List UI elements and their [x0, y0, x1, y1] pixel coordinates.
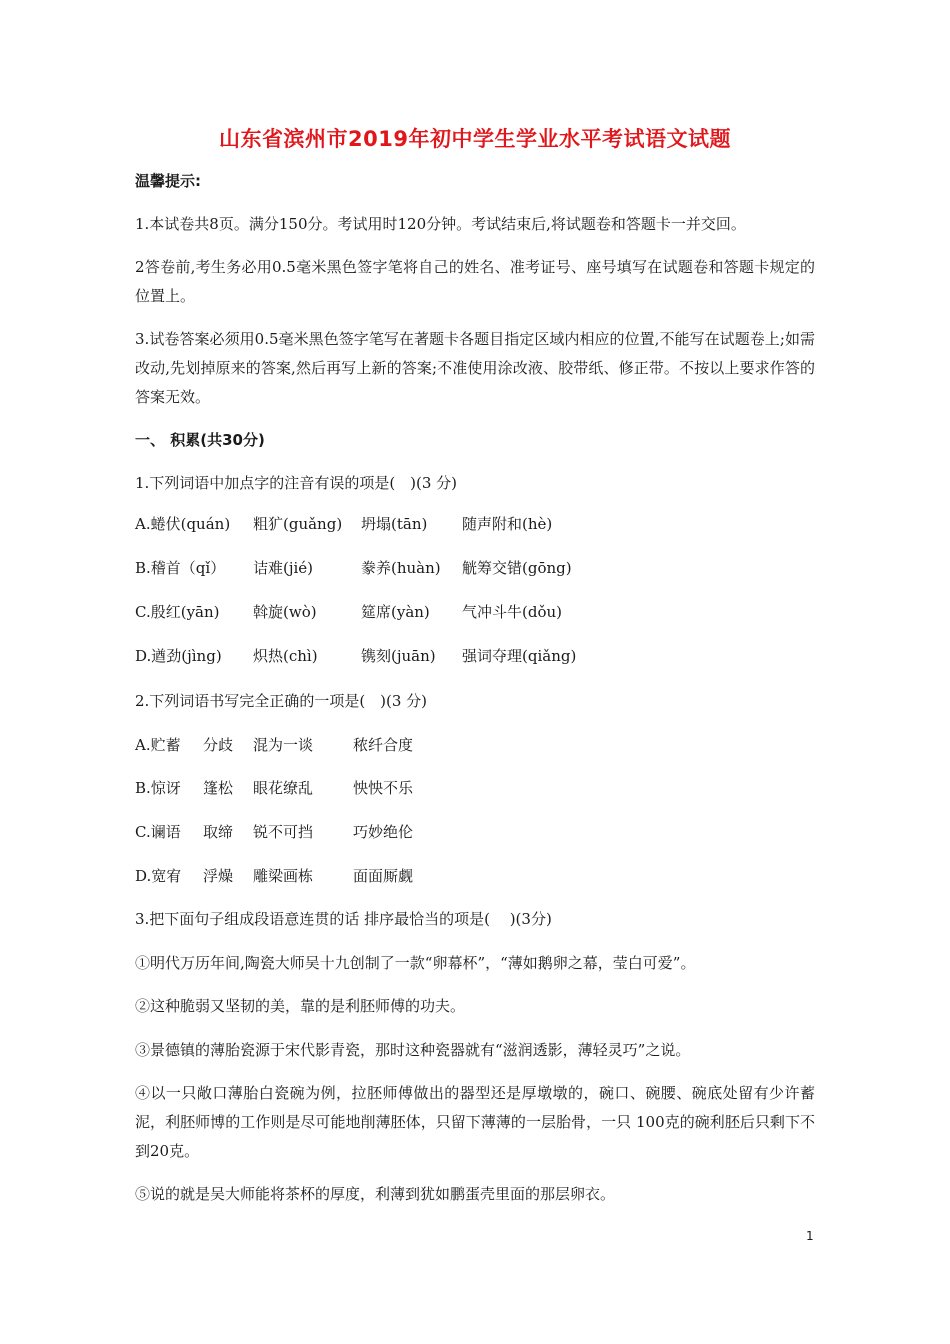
option-cell: A.贮蓄 [135, 736, 181, 754]
option-cell: B.惊讶 [135, 779, 181, 797]
option-cell: 眼花缭乱 [253, 779, 314, 797]
tips-heading: 温馨提示: [135, 172, 201, 190]
option-cell: 强词夺理(qiǎng) [462, 647, 577, 665]
option-cell: 觥筹交错(gōng) [462, 559, 572, 577]
option-cell: 炽热(chì) [253, 647, 318, 665]
option-cell: 豢养(huàn) [361, 559, 441, 577]
option-cell: 怏怏不乐 [353, 779, 414, 797]
option-cell: 坍塌(tān) [361, 515, 428, 533]
tip-1: 1.本试卷共8页。满分150分。考试用时120分钟。考试结束后,将试题卷和答题卡一并交回。 [135, 215, 746, 233]
option-cell: 诘难(jié) [253, 559, 314, 577]
option-cell: 镌刻(juān) [361, 647, 436, 665]
option-cell: D.遒劲(jìng) [135, 647, 222, 665]
question-2-stem: 2.下列词语书写完全正确的一项是( )(3 分) [135, 692, 428, 710]
question-3-stem: 3.把下面句子组成段语意连贯的话 排序最恰当的项是( )(3分) [135, 910, 552, 928]
option-cell: C.殷红(yān) [135, 603, 220, 621]
option-cell: 浮燥 [203, 867, 234, 885]
tip-2: 2答卷前,考生务必用0.5毫米黑色签字笔将自己的姓名、准考证号、座号填写在试题卷和答题卡规定的位置上。 [135, 258, 815, 305]
sentence-2: ②这种脆弱又坚韧的美，靠的是利胚师傅的功夫。 [135, 997, 466, 1015]
option-cell: 取缔 [203, 823, 234, 841]
option-cell: 粗犷(guǎng) [253, 515, 343, 533]
option-cell: 篷松 [203, 779, 234, 797]
option-cell: 随声附和(hè) [462, 515, 553, 533]
sentence-5: ⑤说的就是吴大师能将茶杯的厚度，利薄到犹如鹏蛋壳里面的那层卵衣。 [135, 1185, 616, 1203]
option-cell: 混为一谈 [253, 736, 314, 754]
section-1-heading: 一、 积累(共30分) [135, 431, 265, 449]
option-cell: 筵席(yàn) [361, 603, 430, 621]
sentence-1: ①明代万历年间,陶瓷大师吴十九创制了一款“卵幕杯”，“薄如鹅卵之幕，莹白可爱”。 [135, 954, 696, 972]
option-cell: 雕梁画栋 [253, 867, 314, 885]
option-cell: D.宽宥 [135, 867, 182, 885]
option-cell: 斡旋(wò) [253, 603, 317, 621]
option-cell: 巧妙绝伦 [353, 823, 414, 841]
option-cell: 秾纤合度 [353, 736, 414, 754]
option-cell: 气冲斗牛(dǒu) [462, 603, 562, 621]
option-cell: B.稽首（qǐ） [135, 559, 226, 577]
page-title: 山东省滨州市2019年初中学生学业水平考试语文试题 [219, 127, 731, 151]
option-cell: C.谰语 [135, 823, 181, 841]
sentence-3: ③景德镇的薄胎瓷源于宋代影青瓷，那时这种瓷器就有“滋润透影，薄轻灵巧”之说。 [135, 1041, 691, 1059]
sentence-4: ④以一只敞口薄胎白瓷碗为例，拉胚师傅做出的器型还是厚墩墩的，碗口、碗腰、碗底处留有少许蓄泥，利胚师博的工作则是尽可能地削薄胚体，只留下薄薄的一层胎骨，一只 100克的碗利胚后只剩下不到20克。 [135, 1084, 815, 1160]
option-cell: 锐不可挡 [253, 823, 314, 841]
question-1-stem: 1.下列词语中加点字的注音有误的项是( )(3 分) [135, 474, 458, 492]
option-cell: A.蜷伏(quán) [135, 515, 231, 533]
option-cell: 面面厮觑 [353, 867, 414, 885]
tip-3: 3.试卷答案必须用0.5毫米黑色签字笔写在著题卡各题目指定区域内相应的位置,不能写在试题卷上;如需改动,先划掉原来的答案,然后再写上新的答案;不准使用涂改液、胶带纸、修正带。不按以上要求作答的答案无效。 [135, 330, 815, 406]
option-cell: 分歧 [203, 736, 234, 754]
page-number: 1 [806, 1229, 814, 1243]
